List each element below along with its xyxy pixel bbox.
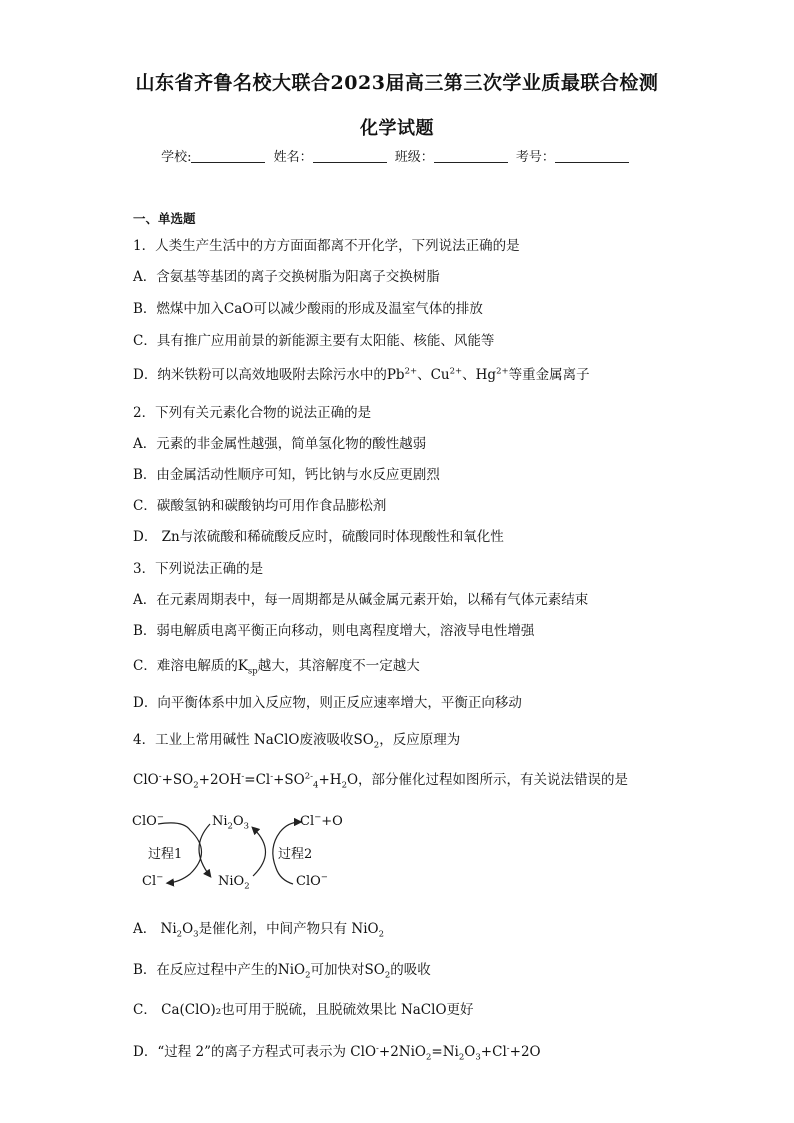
q2-option-c: C．碳酸氢钠和碳酸钠均可用作食品膨松剂 (133, 498, 387, 514)
cl-left-label: Cl− (142, 872, 164, 889)
q1-option-d: D．纳米铁粉可以高效地吸附去除污水中的$Pb^{2+}$、$Cu^{2+}$、$Hg^{2+}$等重金属离子 (133, 366, 590, 383)
name-blank[interactable] (313, 162, 387, 163)
q1-option-c: C．具有推广应用前景的新能源主要有太阳能、核能、风能等 (133, 333, 495, 349)
ni2o3-label: $Ni_2O_3$ (212, 814, 250, 832)
q2-stem: 2．下列有关元素化合物的说法正确的是 (133, 405, 372, 421)
exam-title: 山东省齐鲁名校大联合2023届高三第三次学业质最联合检测 (135, 72, 659, 94)
q3-option-c: C．难溶电解质的$K_{sp}$越大，其溶解度不一定越大 (133, 658, 420, 677)
class-blank[interactable] (434, 162, 508, 163)
q4-option-b: B．在反应过程中产生的NiO$_2$可加快对$SO_2$的吸收 (133, 962, 431, 981)
process1-inner-arc (199, 824, 210, 876)
clo-right-label: ClO− (296, 872, 328, 889)
q1-option-a: A．含氨基等基团的离子交换树脂为阳离子交换树脂 (133, 269, 440, 285)
q4-option-d: D．“过程 2”的离子方程式可表示为 $ClO^-+2NiO_2=Ni_2O_3+Cl^-+2O$ (133, 1043, 541, 1063)
section-heading: 一、单选题 (133, 211, 196, 226)
cl-o-label: Cl−+O (300, 812, 343, 829)
q4-option-c: C． Ca(ClO)₂也可用于脱硫，且脱硫效果比 NaClO更好 (133, 1002, 474, 1018)
q1-option-b: B．燃煤中加入CaO可以减少酸雨的形成及温室气体的排放 (133, 301, 483, 317)
q2-option-d: D． Zn与浓硫酸和稀硫酸反应时，硫酸同时体现酸性和氧化性 (133, 529, 504, 545)
nio2-label: NiO$_2$ (218, 874, 250, 892)
q4-equation: $ClO^-+SO_2+2OH^-=Cl^-+SO^{2-}_4+H_2O$，部分催化过程如图所示，有关说法错误的是 (133, 771, 629, 791)
q3-option-d: D．向平衡体系中加入反应物，则正反应速率增大，平衡正向移动 (133, 695, 522, 711)
school-label: 学校: (161, 150, 192, 165)
class-label: 班级： (394, 150, 434, 165)
q3-option-a: A．在元素周期表中，每一周期都是从碱金属元素开始，以稀有气体元素结束 (133, 592, 589, 608)
process2-inner-arc (253, 828, 266, 876)
student-info-row (0, 146, 794, 165)
q4-option-a: A． $Ni_2O_3$是催化剂，中间产物只有 NiO$_2$ (133, 921, 385, 940)
q2-option-a: A．元素的非金属性越强，简单氢化物的酸性越弱 (133, 436, 427, 452)
process2-label: 过程2 (278, 847, 313, 862)
exam-number-label: 考号： (515, 150, 555, 165)
process1-label: 过程1 (148, 847, 183, 862)
exam-subtitle: 化学试题 (360, 118, 434, 139)
q2-option-b: B．由金属活动性顺序可知，钙比钠与水反应更剧烈 (133, 467, 440, 483)
q1-stem: 1．人类生产生活中的方方面面都离不开化学，下列说法正确的是 (133, 238, 520, 254)
clo-left-label: ClO− (132, 812, 164, 829)
name-label: 姓名： (273, 150, 313, 165)
exam-number-blank[interactable] (555, 162, 629, 163)
school-blank[interactable] (191, 162, 265, 163)
q3-option-b: B．弱电解质电离平衡正向移动，则电离程度增大，溶液导电性增强 (133, 623, 535, 639)
q4-stem: 4．工业上常用碱性 NaClO废液吸收$SO_2$，反应原理为 (133, 732, 461, 751)
catalysis-diagram (128, 810, 358, 895)
q3-stem: 3．下列说法正确的是 (133, 561, 264, 577)
